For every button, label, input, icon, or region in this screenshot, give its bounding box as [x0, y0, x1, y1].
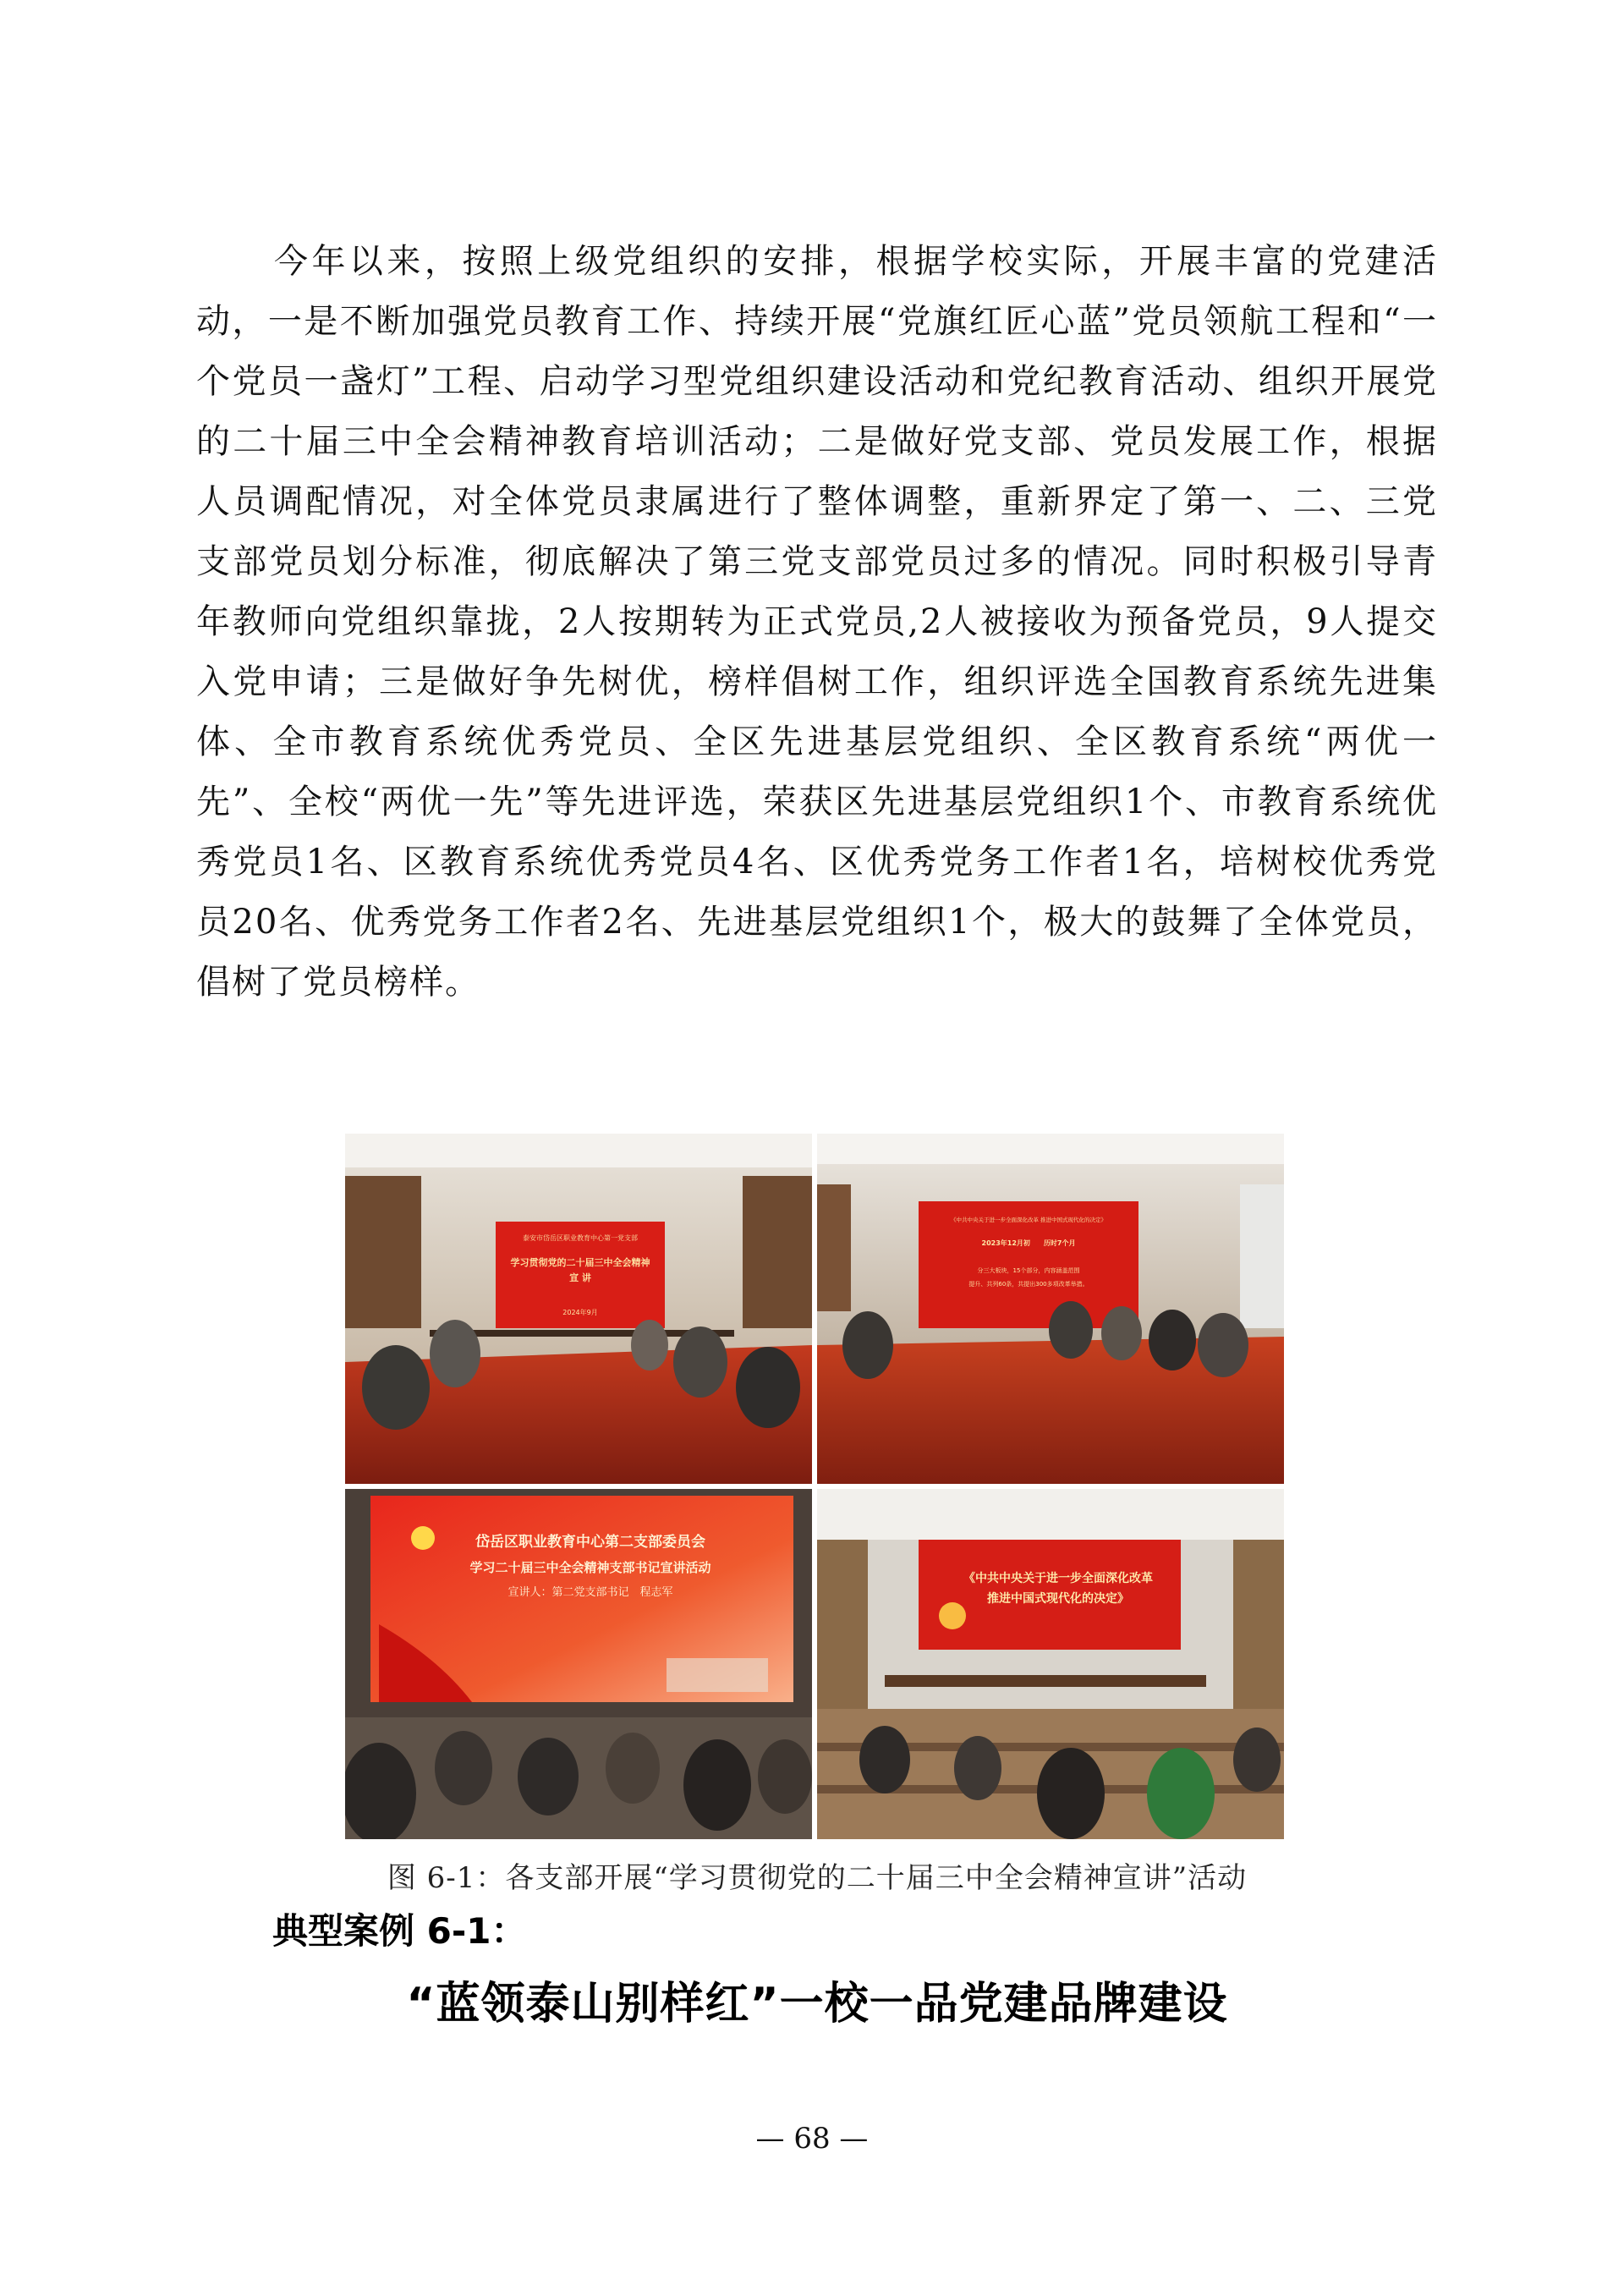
- p1-slide-line4: 2024年9月: [562, 1309, 598, 1316]
- p2-slide-line2: 2023年12月初 历时7个月: [981, 1239, 1076, 1247]
- photo-decision-lecture-hall: [817, 1489, 1284, 1839]
- page-number: — 68 —: [755, 2122, 869, 2156]
- photo-decision-slide-meeting: [817, 1134, 1284, 1484]
- p3-slide-line1: 岱岳区职业教育中心第二支部委员会: [475, 1534, 705, 1551]
- photo-first-branch-lecture: [345, 1134, 812, 1484]
- p3-slide-line3: 宣讲人：第二党支部书记 程志军: [508, 1586, 673, 1599]
- body-paragraph: 今年以来，按照上级党组织的安排，根据学校实际，开展丰富的党建活动，一是不断加强党员教育工作、持续开展“党旗红匠心蓝”党员领航工程和“一个党员一盏灯”工程、启动学习型党组织建设活动和党纪教育活动、组织开展党的二十届三中全会精神教育培训活动；二是做好党支部、党员发展工作，根据人员调配情况，对全体党员隶属进行了整体调整，重新界定了第一、二、三党支部党员划分标准，彻底解决了第三党支部党员过多的情况。同时积极引导青年教师向党组织靠拢，2人按期转为正式党员,2人被接收为预备党员，9人提交入党申请；三是做好争先树优，榜样倡树工作，组织评选全国教育系统先进集体、全市教育系统优秀党员、全区先进基层党组织、全区教育系统“两优一先”、全校“两优一先”等先进评选，荣获区先进基层党组织1个、市教育系统优秀党员1名、区教育系统优秀党员4名、区优秀党务工作者1名，培树校优秀党员20名、优秀党务工作者2名、先进基层党组织1个，极大的鼓舞了全体党员，倡树了党员榜样。: [196, 242, 1438, 1002]
- photo-second-branch-lecture: [345, 1489, 812, 1839]
- photo-collage: [345, 1134, 1284, 1839]
- p2-slide-line3: 分三大板块，15个部分，内容涵盖范围: [977, 1267, 1080, 1274]
- case-title: “蓝领泰山别样红”一校一品党建品牌建设: [406, 1979, 1228, 2030]
- p2-slide-line4: 提升、共列60条，共提出300多项改革举措。: [968, 1281, 1089, 1288]
- p1-slide-line3: 宣 讲: [569, 1272, 591, 1283]
- p2-slide-line1: 《中共中央关于进一步全面深化改革 推进中国式现代化的决定》: [950, 1217, 1107, 1223]
- p1-slide-line1: 泰安市岱岳区职业教育中心第一党支部: [523, 1234, 638, 1242]
- case-label: 典型案例 6-1：: [272, 1910, 527, 1952]
- figure-caption: 图 6-1：各支部开展“学习贯彻党的二十届三中全会精神宣讲”活动: [387, 1861, 1248, 1895]
- p3-slide-line2: 学习二十届三中全会精神支部书记宣讲活动: [469, 1560, 711, 1575]
- p4-slide-line2: 推进中国式现代化的决定》: [987, 1592, 1129, 1606]
- p4-slide-line1: 《中共中央关于进一步全面深化改革: [963, 1572, 1153, 1585]
- p1-slide-line2: 学习贯彻党的二十届三中全会精神: [510, 1257, 650, 1268]
